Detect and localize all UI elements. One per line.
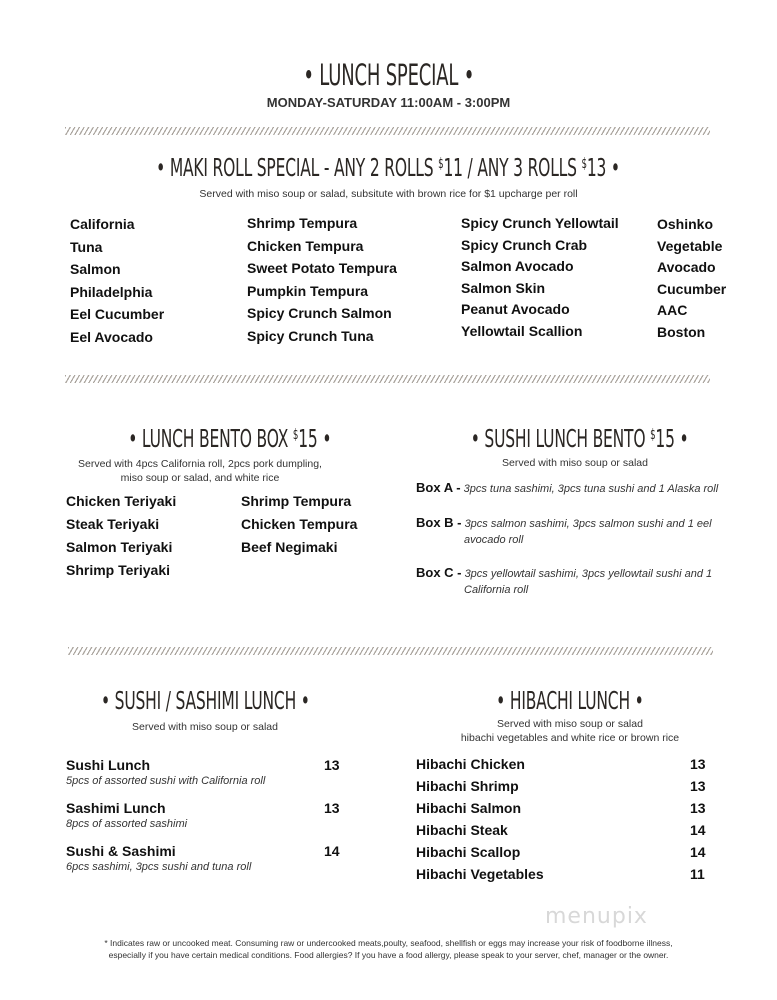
- menu-row-sashimi-lunch: [66, 800, 187, 830]
- menu-item: Spicy Crunch Tuna: [247, 327, 374, 344]
- menu-item: AAC: [657, 302, 688, 318]
- item-name: Hibachi Scallop: [416, 844, 521, 860]
- item-name: Sashimi Lunch: [66, 800, 166, 816]
- hibachi-prices: [690, 756, 706, 882]
- item-name: Hibachi Vegetables: [416, 866, 544, 882]
- maki-subtitle: Served with miso soup or salad, subsitute with brown rice for $1 upcharge per roll: [199, 188, 578, 200]
- menu-item: Salmon Teriyaki: [66, 539, 173, 555]
- box-label: Box C -: [416, 565, 462, 580]
- item-price: 11: [690, 866, 705, 882]
- menu-item: Peanut Avocado: [461, 301, 570, 317]
- maki-column-4: [657, 216, 726, 340]
- menu-item: Oshinko: [657, 216, 714, 232]
- item-name: Hibachi Chicken: [416, 756, 525, 772]
- menu-item: Spicy Crunch Salmon: [247, 305, 392, 321]
- bento-column-2: [241, 493, 357, 555]
- item-price: 14: [690, 844, 706, 860]
- watermark: menupix: [545, 904, 648, 929]
- maki-section-title: • MAKI ROLL SPECIAL - ANY 2 ROLLS $11 / ANY 3 ROLLS $13 •: [156, 153, 621, 182]
- divider: [65, 127, 710, 135]
- menu-item: Philadelphia: [70, 283, 153, 300]
- sushi-sashimi-subtitle: Served with miso soup or salad: [132, 721, 278, 733]
- menu-item: Spicy Crunch Yellowtail: [461, 215, 619, 231]
- menu-item: Eel Avocado: [70, 328, 153, 345]
- menu-item: Chicken Tempura: [241, 516, 358, 532]
- menu-item: Spicy Crunch Crab: [461, 236, 588, 253]
- sushi-sashimi-section-title: • SUSHI / SASHIMI LUNCH •: [100, 686, 310, 715]
- hibachi-subtitle: Served with miso soup or salad hibachi vegetables and white rice or brown rice: [460, 718, 680, 744]
- maki-column-1: [70, 216, 164, 345]
- menu-item: Salmon Avocado: [461, 258, 574, 274]
- menu-item: California: [70, 216, 135, 232]
- item-name: Sushi & Sashimi: [66, 843, 176, 859]
- menu-item: Yellowtail Scallion: [461, 322, 583, 339]
- item-price: 14: [324, 843, 340, 859]
- item-name: Sushi Lunch: [66, 757, 150, 773]
- bento-box-c: [416, 565, 712, 582]
- box-label: Box B -: [416, 515, 462, 530]
- menu-item: Chicken Tempura: [247, 237, 364, 254]
- menu-row-sushi-lunch: [66, 757, 265, 787]
- hours-text: MONDAY-SATURDAY 11:00AM - 3:00PM: [266, 95, 511, 110]
- menu-item: Tuna: [70, 238, 103, 255]
- menu-item: Steak Teriyaki: [66, 516, 160, 532]
- item-description: 5pcs of assorted sushi with California roll: [66, 775, 266, 787]
- box-description-cont: California roll: [464, 584, 529, 596]
- item-description: 6pcs sashimi, 3pcs sushi and tuna roll: [66, 861, 252, 873]
- menu-item: Boston: [657, 323, 706, 340]
- menu-item: Vegetable: [657, 237, 723, 254]
- menu-item: Cucumber: [657, 280, 727, 297]
- page-title: • LUNCH SPECIAL •: [303, 58, 474, 92]
- item-name: Hibachi Shrimp: [416, 778, 519, 794]
- item-price: 13: [324, 800, 340, 816]
- menu-item: Salmon: [70, 261, 121, 277]
- box-description: 3pcs salmon sashimi, 3pcs salmon sushi and 1 eel: [464, 518, 712, 530]
- menu-item: Avocado: [657, 259, 716, 275]
- item-name: Hibachi Salmon: [416, 800, 522, 816]
- menu-item: Chicken Teriyaki: [66, 493, 177, 509]
- maki-column-2: [247, 215, 397, 344]
- item-price: 13: [324, 757, 340, 773]
- maki-column-3: [461, 215, 619, 339]
- item-price: 14: [690, 822, 706, 838]
- menu-item: Salmon Skin: [461, 279, 546, 296]
- menu-item: Shrimp Teriyaki: [66, 562, 171, 578]
- box-description: 3pcs yellowtail sashimi, 3pcs yellowtail sushi and 1: [464, 568, 713, 580]
- item-price: 13: [690, 800, 706, 816]
- item-price: 13: [690, 778, 706, 794]
- menu-item: Shrimp Tempura: [247, 215, 358, 231]
- sushi-bento-subtitle: Served with miso soup or salad: [502, 457, 648, 469]
- item-price: 13: [690, 756, 706, 772]
- item-description: 8pcs of assorted sashimi: [66, 818, 188, 830]
- box-description: 3pcs tuna sashimi, 3pcs tuna sushi and 1 Alaska roll: [463, 483, 719, 495]
- bento-box-b: [416, 515, 712, 532]
- divider: [68, 647, 713, 655]
- box-label: Box A -: [416, 480, 461, 495]
- menu-item: Eel Cucumber: [70, 306, 165, 322]
- bento-column-1: [66, 493, 176, 578]
- box-description-cont: avocado roll: [464, 534, 524, 546]
- hibachi-names: [416, 756, 544, 882]
- hibachi-section-title: • HIBACHI LUNCH •: [496, 686, 644, 715]
- bento-box-a: [416, 480, 718, 497]
- menu-item: Pumpkin Tempura: [247, 282, 369, 299]
- bento-subtitle: Served with 4pcs California roll, 2pcs pork dumpling, miso soup or salad, and white rice: [78, 458, 322, 484]
- menu-item: Beef Negimaki: [241, 539, 338, 555]
- allergy-disclaimer: * Indicates raw or uncooked meat. Consuming raw or undercooked meats,poulty, seafood, shellfish or eggs may increase your risk of foodborne illness, especially if you have certain medical conditions. Food allergies? If you have a food allergy, please speak to your server, chef, manager or the owner.: [104, 938, 673, 960]
- item-name: Hibachi Steak: [416, 822, 508, 838]
- menu-item: Sweet Potato Tempura: [247, 260, 397, 276]
- menu-row-sushi-sashimi: [66, 843, 251, 873]
- menu-item: Shrimp Tempura: [241, 493, 352, 509]
- bento-section-title: • LUNCH BENTO BOX $15 •: [128, 424, 332, 453]
- divider: [65, 375, 710, 383]
- sushi-bento-section-title: • SUSHI LUNCH BENTO $15 •: [471, 424, 689, 453]
